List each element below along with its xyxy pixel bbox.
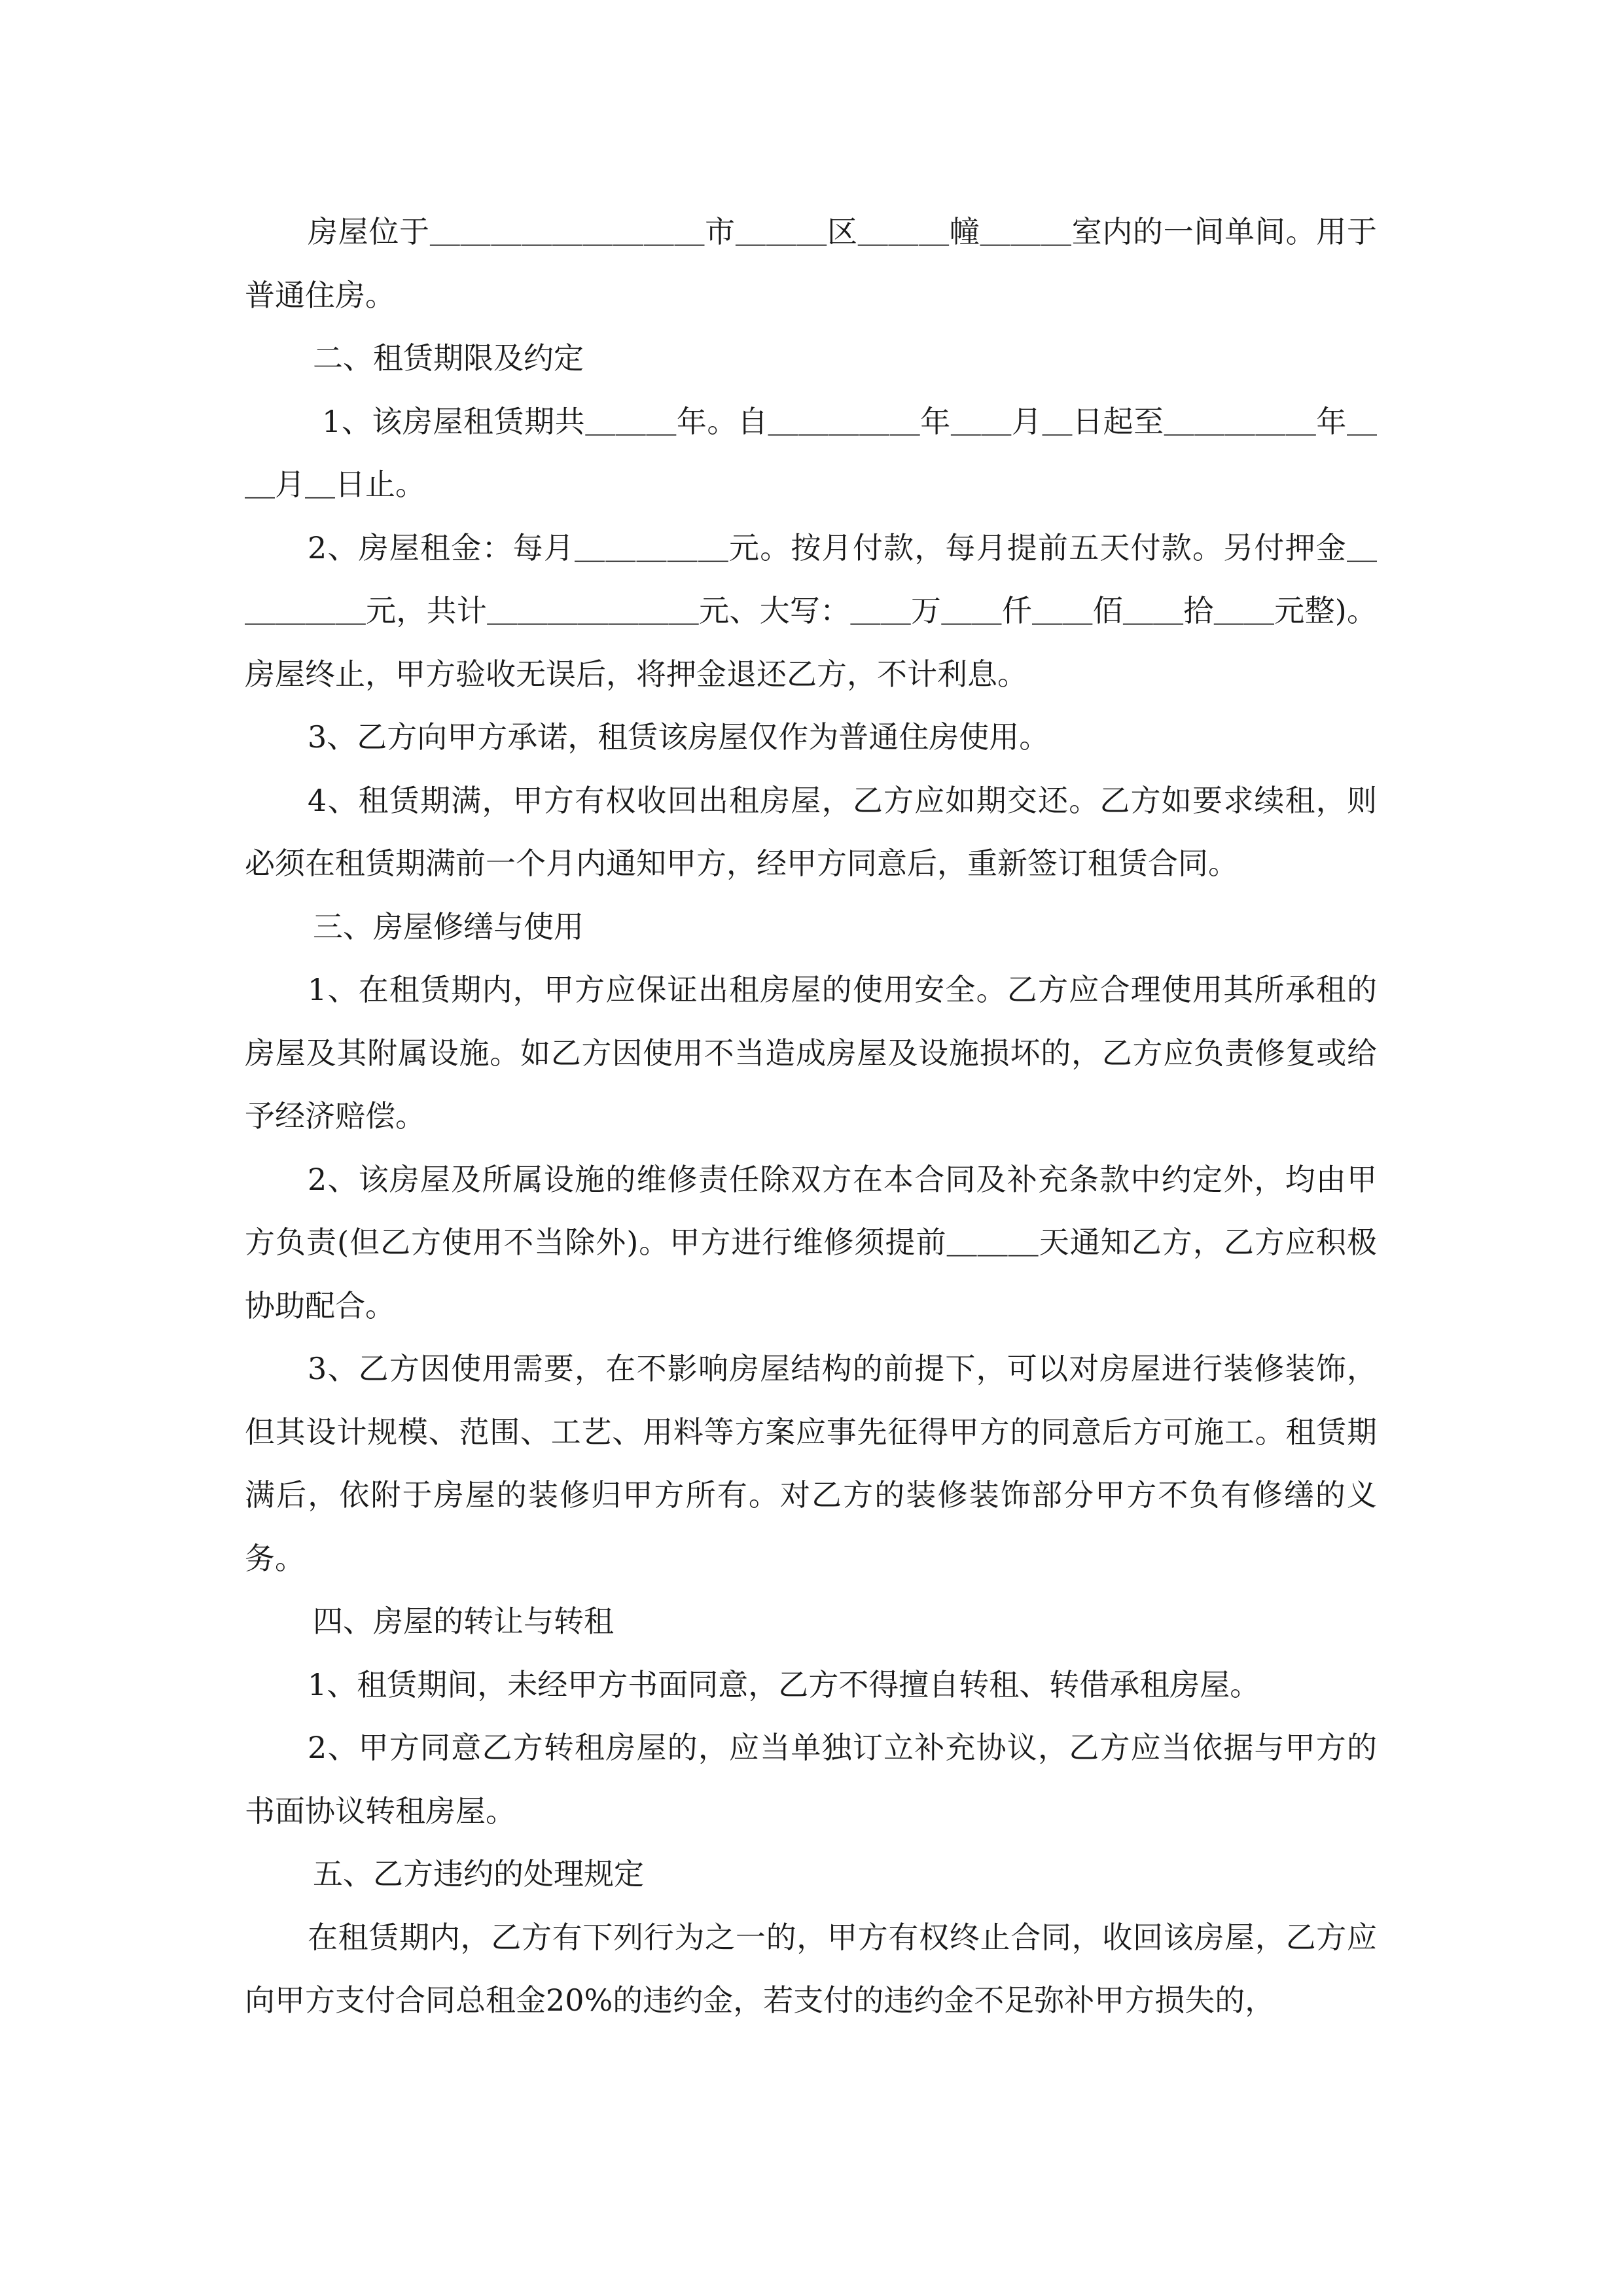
paragraph-maintenance: 2、该房屋及所属设施的维修责任除双方在本合同及补充条款中约定外，均由甲方负责(但乙方使用不当除外)。甲方进行维修须提前＿＿＿天通知乙方，乙方应积极协助配合。 (245, 1161, 1377, 1323)
section-heading-lease-term: 二、租赁期限及约定 (313, 340, 584, 376)
paragraph-breach-terms: 在租赁期内，乙方有下列行为之一的，甲方有权终止合同，收回该房屋，乙方应向甲方支付合同总租金20%的违约金，若支付的违约金不足弥补甲方损失的， (245, 1919, 1377, 2018)
paragraph-sublet-agreement: 2、甲方同意乙方转租房屋的，应当单独订立补充协议，乙方应当依据与甲方的书面协议转租房屋。 (245, 1730, 1377, 1829)
section-heading-repair-use: 三、房屋修缮与使用 (313, 908, 584, 944)
section-heading-transfer-sublet: 四、房屋的转让与转租 (313, 1604, 614, 1639)
paragraph-safety: 1、在租赁期内，甲方应保证出租房屋的使用安全。乙方应合理使用其所承租的房屋及其附属设施。如乙方因使用不当造成房屋及设施损坏的，乙方应负责修复或给予经济赔偿。 (245, 972, 1377, 1134)
paragraph-usage-promise: 3、乙方向甲方承诺，租赁该房屋仅作为普通住房使用。 (308, 719, 1050, 755)
paragraph-decoration: 3、乙方因使用需要，在不影响房屋结构的前提下，可以对房屋进行装修装饰，但其设计规模、范围、工艺、用料等方案应事先征得甲方的同意后方可施工。租赁期满后，依附于房屋的装修归甲方所有。对乙方的装修装饰部分甲方不负有修缮的义务。 (245, 1351, 1377, 1576)
paragraph-rent: 2、房屋租金：每月＿＿＿＿＿元。按月付款，每月提前五天付款。另付押金＿＿＿＿＿元，共计＿＿＿＿＿＿＿元、大写：＿＿万＿＿仟＿＿佰＿＿拾＿＿元整)。房屋终止，甲方验收无误后，将押金退还乙方，不计利息。 (245, 529, 1377, 692)
paragraph-lease-period: 1、该房屋租赁期共＿＿＿年。自＿＿＿＿＿年＿＿月＿日起至＿＿＿＿＿年＿＿月＿日止。 (245, 403, 1377, 502)
paragraph-lease-expiry: 4、租赁期满，甲方有权收回出租房屋，乙方应如期交还。乙方如要求续租，则必须在租赁期满前一个月内通知甲方，经甲方同意后，重新签订租赁合同。 (245, 782, 1377, 881)
section-heading-breach: 五、乙方违约的处理规定 (313, 1856, 644, 1892)
paragraph-house-location: 房屋位于＿＿＿＿＿＿＿＿＿市＿＿＿区＿＿＿幢＿＿＿室内的一间单间。用于普通住房。 (245, 214, 1377, 313)
document-body (245, 200, 1377, 2032)
paragraph-no-sublet: 1、租赁期间，未经甲方书面同意，乙方不得擅自转租、转借承租房屋。 (308, 1666, 1260, 1702)
